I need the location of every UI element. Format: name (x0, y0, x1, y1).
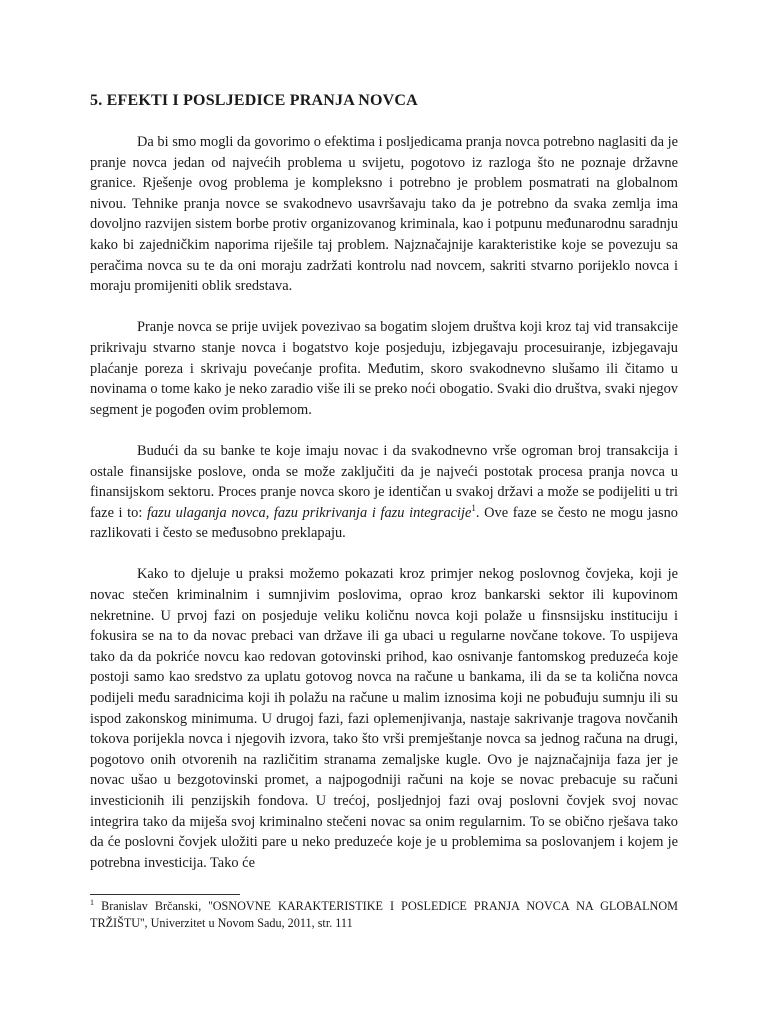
footnote (90, 898, 678, 932)
footnote-separator (90, 894, 240, 895)
footnote-text: Branislav Brčanski, ''OSNOVNE KARAKTERISTIKE I POSLEDICE PRANJA NOVCA NA GLOBALNOM TRŽIŠTU'', Univerzitet u Novom Sadu, 2011, str. 111 (90, 899, 678, 930)
paragraph: Da bi smo mogli da govorimo o efektima i posljedicama pranja novca potrebno naglasiti da je pranje novca jedan od najvećih problema u svijetu, pogotovo iz razloga što ne poznaje državne granice. Rješenje ovog problema je kompleksno i potrebno je problem posmatrati na globalnom nivou. Tehnike pranja novce se svakodnevo usavršavaju tako da je potrebno da svaka zemlja ima dovoljno razvijen sistem borbe protiv organizovanog kriminala, kao i potpunu međunarodnu saradnju kako bi zajedničkim naporima riješile taj problem. Najznačajnije karakteristike koje se povezuju sa peračima novca su te da oni moraju zadržati kontrolu nad novcem, sakriti stvarno porijeklo novca i moraju promijeniti oblik sredstava. (90, 134, 678, 295)
paragraph-text: . Ove faze se često ne mogu jasno razlikovati i često se međusobno preklapaju. (90, 504, 678, 542)
phases-italic-text: fazu ulaganja novca, fazu prikrivanja i fazu integracije (146, 504, 472, 521)
body-text (90, 132, 678, 894)
paragraph: Pranje novca se prije uvijek povezivao sa bogatim slojem društva koji kroz taj vid transakcije prikrivaju stvarno stanje novca i bogatstvo koje posjeduju, izbjegavaju procesuiranje, izbjegavaju plaćanje poreza i skrivaju povećanje profita. Međutim, skoro svakodnevno slušamo ili čitamo u novinama o tome kako je neko zaradio više ili se preko noći obogatio. Svaki dio društva, svaki njegov segment je pogođen ovim problemom. (90, 319, 678, 418)
section-heading: 5. EFEKTI I POSLJEDICE PRANJA NOVCA (90, 92, 418, 109)
footnote-marker: 1 (90, 897, 94, 907)
paragraph (90, 441, 678, 544)
paragraph-text: Budući da su banke te koje imaju novac i da svakodnevno vrše ogroman broj transakcija i ostale finansijske poslove, onda se može zaključiti da je najveći postotak procesa pranja novca u finansijskom sektoru. Proces pranje novca skoro je identičan u svakoj državi a može se podijeliti u tri faze i to: (90, 442, 678, 521)
document-page (90, 0, 678, 1024)
footnote-reference[interactable]: 1 (471, 502, 476, 513)
paragraph: Kako to djeluje u praksi možemo pokazati kroz primjer nekog poslovnog čovjeka, koji je novac stečen kriminalnim i sumnjivim poslovima, oprao kroz bankarski sektor ili kupovinom nekretnine. U prvoj fazi on posjeduje veliku količnu novca koji polaže u finsnsijsku instituciju i fokusira se na to da novac prebaci van države ili ga ubaci u regularne novčane tokove. To uspijeva tako da da pokriće novcu kao redovan gotovinski prihod, kao osnivanje fantomskog preduzeća koje postoji samo kao sredstvo za uplatu gotovog novca na račune u bankama, ili da se ta količna novca podijeli među saradnicima koji ih polažu na račune u malim iznosima koji ne pobuđuju sumnju ili su ispod zakonskog minimuma. U drugoj fazi, fazi oplemenjivanja, nastaje sakrivanje tragova novčanih tokova porijekla novca i njegovih izvora, tako što vrši premještanje novca sa jednog računa na drugi, pogotovo onih otvorenih na različitim stranama zemaljske kugle. Ovo je najznačajnija faza jer je novac ušao u bezgotovinski promet, a najpogodniji računi na koje se novac prebacuje su računi investicionih ili penzijskih fondova. U trećoj, posljednjoj fazi ovaj poslovni čovjek svoj novac integrira tako da miješa svoj kriminalno stečeni novac sa onim regularnim. To se obično rješava tako da će poslovni čovjek uložiti pare u neko preduzeće koje je u problemima sa poslovanjem i kojem je potrebna investicija. Tako će (90, 566, 678, 871)
